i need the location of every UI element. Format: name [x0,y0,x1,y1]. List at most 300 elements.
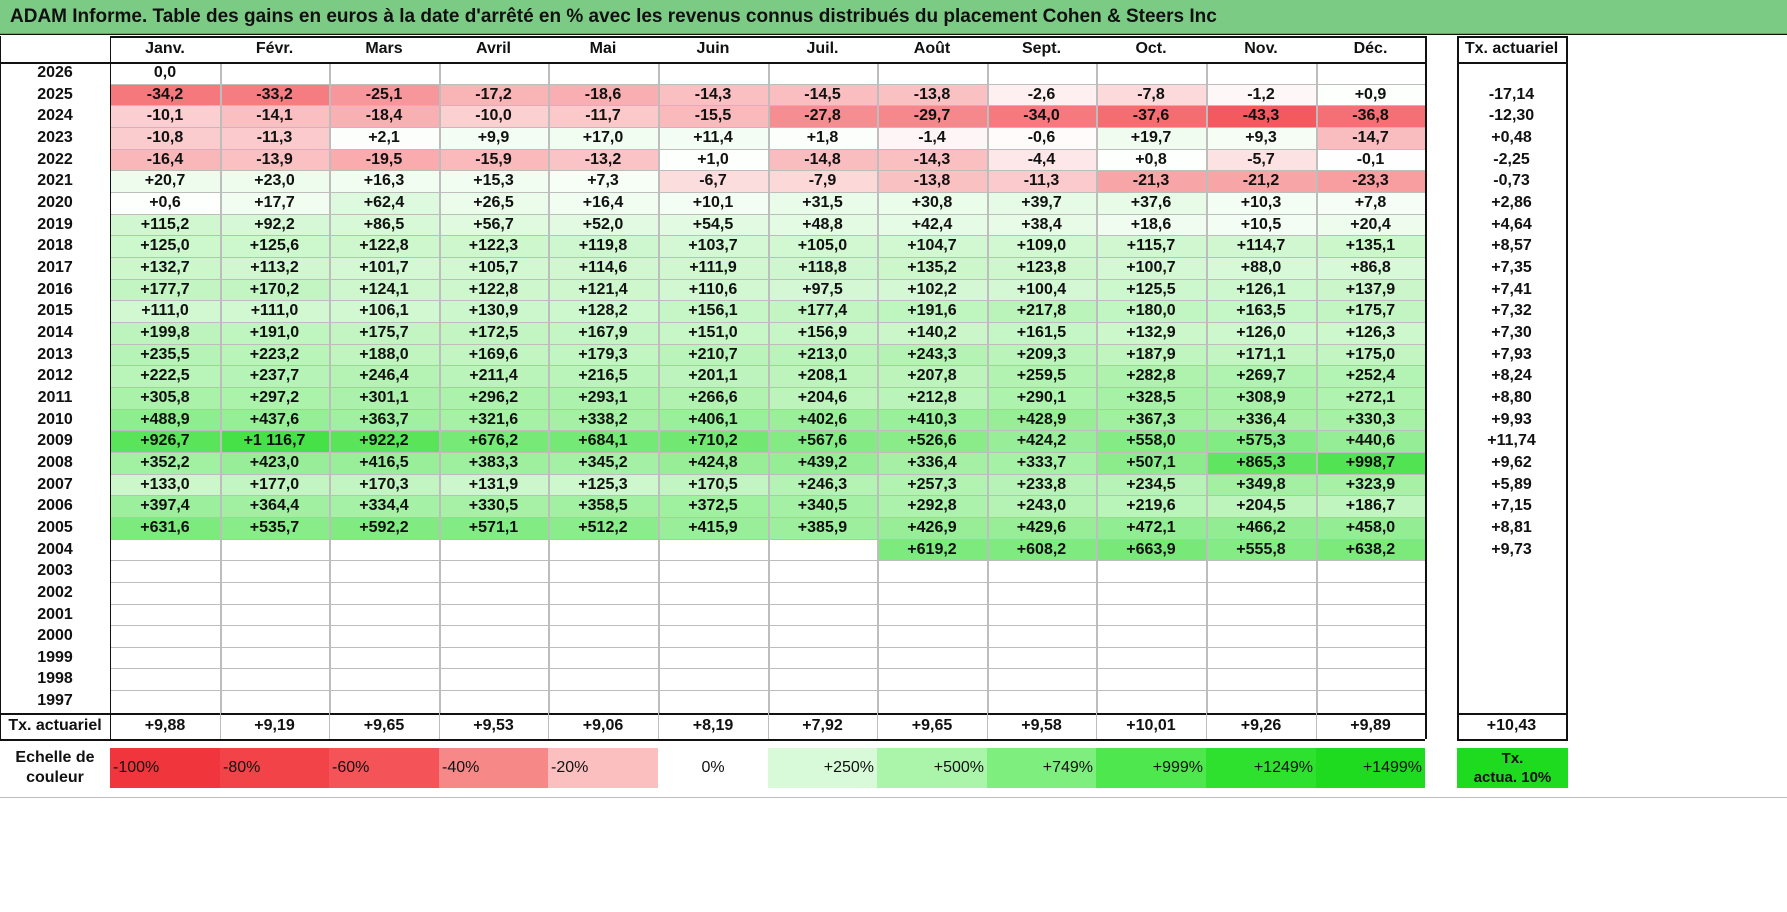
rate-cell [1457,690,1566,712]
table-cell [768,690,877,712]
table-cell [658,604,768,625]
table-cell: +175,7 [329,322,439,344]
rate-cell: +7,30 [1491,324,1532,341]
table-cell: +133,0 [110,474,220,495]
year-label: 2018 [37,237,73,254]
table-cell [548,539,658,560]
grid-line [0,797,1787,798]
table-cell: +62,4 [329,192,439,214]
grid-line [1566,36,1568,739]
table-cell: +592,2 [329,517,439,539]
table-cell: +243,3 [877,344,987,365]
color-scale-swatch: -40% [439,748,548,788]
month-header: Janv. [145,40,185,57]
table-cell [877,647,987,668]
table-cell: +301,1 [329,387,439,409]
table-cell: +663,9 [1096,539,1206,560]
table-cell: +333,7 [987,452,1096,474]
year-label: 2004 [37,540,73,558]
table-cell: +131,9 [439,474,548,495]
table-cell [439,539,548,560]
table-cell: +126,1 [1206,279,1316,300]
year-label: 2008 [37,454,73,471]
rate-cell: +8,57 [1491,237,1532,254]
grid-line [1096,713,1097,739]
grid-line [110,344,1425,345]
grid-line [110,105,1425,106]
table-cell: +402,6 [768,409,877,430]
grid-line [110,647,1425,648]
table-cell [439,690,548,712]
table-cell: +37,6 [1096,192,1206,214]
rate-cell: -12,30 [1488,107,1535,124]
table-cell: +296,2 [439,387,548,409]
table-cell: +631,6 [110,517,220,539]
year-label: 2001 [37,605,73,623]
table-cell [877,668,987,690]
table-cell [1316,647,1425,668]
table-cell [439,668,548,690]
table-cell: +119,8 [548,235,658,257]
table-cell [329,62,439,84]
table-cell: +38,4 [987,214,1096,235]
table-cell: +217,8 [987,300,1096,322]
table-cell [329,604,439,625]
month-header: Juil. [806,40,839,57]
table-cell [1206,582,1316,604]
table-cell: +0,9 [1316,84,1425,105]
table-cell: -7,8 [1096,84,1206,105]
table-cell: -5,7 [1206,149,1316,170]
grid-line [1457,739,1568,741]
table-cell: +204,6 [768,387,877,409]
grid-line [0,62,1425,64]
table-cell [220,647,329,668]
table-cell: +101,7 [329,257,439,279]
table-cell [987,690,1096,712]
table-cell [1096,668,1206,690]
year-label: 2007 [37,475,73,493]
grid-line [1457,36,1459,739]
table-cell: +175,0 [1316,344,1425,365]
footer-rate-cell: +9,88 [144,717,186,734]
table-cell: +426,9 [877,517,987,539]
table-cell: -29,7 [877,105,987,127]
table-cell: +259,5 [987,365,1096,387]
year-label: 2020 [37,194,73,211]
rate-cell [1457,582,1566,604]
table-cell [329,625,439,647]
year-label: 2016 [37,280,73,298]
table-cell [439,604,548,625]
table-cell [877,560,987,582]
table-cell: +186,7 [1316,495,1425,517]
grid-line [110,279,1425,280]
grid-line [110,387,1425,388]
table-cell [548,690,658,712]
table-cell: +122,8 [329,235,439,257]
table-cell: +115,7 [1096,235,1206,257]
table-cell: +15,3 [439,170,548,192]
table-cell: -10,1 [110,105,220,127]
table-cell: +114,7 [1206,235,1316,257]
grid-line [110,257,1425,258]
table-cell: +208,1 [768,365,877,387]
footer-rate-cell: +9,89 [1350,717,1391,734]
grid-line [1457,713,1566,715]
rate-cell: -0,73 [1493,172,1530,189]
month-header: Août [913,40,951,57]
year-label: 2015 [37,302,73,319]
table-cell: +115,2 [110,214,220,235]
table-cell: +472,1 [1096,517,1206,539]
title-bar [0,0,1787,34]
color-scale-swatch: +1249% [1206,748,1316,788]
table-cell: -10,8 [110,127,220,149]
year-label: 2017 [37,259,73,276]
table-cell: +555,8 [1206,539,1316,560]
month-header: Sept. [1021,40,1062,57]
grid-line [110,474,1425,475]
table-cell: +290,1 [987,387,1096,409]
table-cell: -14,7 [1316,127,1425,149]
year-label: 2023 [37,129,73,146]
footer-total-rate: +10,43 [1486,717,1537,734]
table-cell: +177,4 [768,300,877,322]
grid-line [220,713,221,739]
grid-line [110,235,1425,236]
month-header: Févr. [255,40,294,57]
rate-cell: -2,25 [1493,150,1530,168]
color-scale-label [0,744,110,792]
table-cell: +269,7 [1206,365,1316,387]
table-cell: +124,1 [329,279,439,300]
rate-cell: +7,93 [1491,345,1532,363]
table-cell [987,647,1096,668]
table-cell [1316,604,1425,625]
table-cell: +130,9 [439,300,548,322]
table-cell [439,647,548,668]
table-cell [220,625,329,647]
table-cell: +219,6 [1096,495,1206,517]
table-cell: +676,2 [439,430,548,452]
table-cell [439,560,548,582]
table-cell: +105,7 [439,257,548,279]
table-cell: +235,5 [110,344,220,365]
table-cell: +922,2 [329,430,439,452]
table-cell [768,625,877,647]
rate-cell [1457,604,1566,625]
table-cell: +0,8 [1096,149,1206,170]
table-cell: +266,6 [658,387,768,409]
table-cell [658,582,768,604]
grid-line [110,409,1425,410]
grid-line [110,149,1425,150]
table-cell: +305,8 [110,387,220,409]
table-cell [877,582,987,604]
grid-line [110,452,1425,453]
table-cell: -4,4 [987,149,1096,170]
year-label: 2013 [37,345,73,363]
table-cell [768,668,877,690]
table-cell [110,582,220,604]
table-cell: +161,5 [987,322,1096,344]
table-cell: +105,0 [768,235,877,257]
table-cell: +257,3 [877,474,987,495]
table-cell: -0,1 [1316,149,1425,170]
table-cell [110,690,220,712]
table-cell: -6,7 [658,170,768,192]
footer-rate-cell: +9,06 [582,717,624,734]
table-cell: +558,0 [1096,430,1206,452]
table-cell [768,539,877,560]
footer-rate-cell: +7,92 [802,717,843,734]
color-scale-swatch: +749% [987,748,1096,788]
table-cell [1206,647,1316,668]
footer-rate-cell: +10,01 [1126,717,1176,734]
table-cell: +103,7 [658,235,768,257]
table-cell: +10,1 [658,192,768,214]
table-cell [548,604,658,625]
table-cell [548,560,658,582]
grid-line [110,690,1425,691]
color-scale-swatch: -80% [220,748,329,788]
table-cell: +125,6 [220,235,329,257]
rate-cell: +8,24 [1491,367,1532,384]
table-cell: -11,7 [548,105,658,127]
table-cell: +56,7 [439,214,548,235]
table-cell: +172,5 [439,322,548,344]
table-cell: -23,3 [1316,170,1425,192]
grid-line [329,713,330,739]
table-cell: +122,8 [439,279,548,300]
month-header: Mai [589,40,617,57]
table-cell: +512,2 [548,517,658,539]
table-cell: +466,2 [1206,517,1316,539]
grid-line [110,36,1425,38]
table-cell: +575,3 [1206,430,1316,452]
table-cell [1096,625,1206,647]
table-cell: +423,0 [220,452,329,474]
table-cell [1316,668,1425,690]
footer-label: Tx. actuariel [8,717,102,734]
table-cell: -27,8 [768,105,877,127]
table-cell: +128,2 [548,300,658,322]
year-label: 2003 [37,562,73,579]
year-label: 2005 [37,519,73,536]
table-cell: +191,6 [877,300,987,322]
table-cell [658,560,768,582]
grid-line [110,668,1425,669]
table-cell: +424,8 [658,452,768,474]
table-cell: +383,3 [439,452,548,474]
table-cell: +109,0 [987,235,1096,257]
table-cell: +167,9 [548,322,658,344]
table-cell: +125,3 [548,474,658,495]
rate-cell: +7,41 [1491,280,1532,298]
color-scale-swatch: +999% [1096,748,1206,788]
table-cell [329,690,439,712]
table-cell: -7,9 [768,170,877,192]
table-cell: +7,8 [1316,192,1425,214]
table-cell: +363,7 [329,409,439,430]
color-scale-swatch: -20% [548,748,658,788]
table-cell: +20,4 [1316,214,1425,235]
table-cell: +345,2 [548,452,658,474]
table-cell: -36,8 [1316,105,1425,127]
table-cell: +358,5 [548,495,658,517]
table-cell: +9,3 [1206,127,1316,149]
table-cell [1206,690,1316,712]
rate-cell: +7,32 [1491,302,1532,319]
table-cell: +340,5 [768,495,877,517]
table-cell [768,647,877,668]
table-cell: +272,1 [1316,387,1425,409]
grid-line [110,192,1425,193]
table-cell: -17,2 [439,84,548,105]
footer-rate-cell: +9,26 [1240,717,1282,734]
table-cell: +336,4 [877,452,987,474]
table-cell: +132,7 [110,257,220,279]
table-cell: +507,1 [1096,452,1206,474]
table-cell: +191,0 [220,322,329,344]
rate-cell [1457,560,1566,582]
table-cell: +125,5 [1096,279,1206,300]
grid-line [877,713,878,739]
table-cell: +16,3 [329,170,439,192]
table-cell: +213,0 [768,344,877,365]
table-cell: +114,6 [548,257,658,279]
month-header: Déc. [1353,40,1388,57]
table-cell: -15,5 [658,105,768,127]
table-cell: +865,3 [1206,452,1316,474]
table-cell [658,539,768,560]
table-cell: +207,8 [877,365,987,387]
table-cell: +126,0 [1206,322,1316,344]
table-cell: +429,6 [987,517,1096,539]
rate-cell [1457,625,1566,647]
table-cell [110,647,220,668]
table-cell [329,560,439,582]
table-cell [987,582,1096,604]
table-cell [768,604,877,625]
table-cell: +100,4 [987,279,1096,300]
rate-cell: +4,64 [1491,215,1532,233]
grid-line [439,713,440,739]
table-cell [1206,625,1316,647]
table-cell: +321,6 [439,409,548,430]
table-cell: +328,5 [1096,387,1206,409]
table-cell [1096,582,1206,604]
rate-cell [1457,647,1566,668]
table-cell: -14,3 [658,84,768,105]
table-cell: +20,7 [110,170,220,192]
table-cell: +201,1 [658,365,768,387]
table-cell: +10,3 [1206,192,1316,214]
table-cell [1316,690,1425,712]
table-cell: +163,5 [1206,300,1316,322]
rate-cell [1457,62,1566,84]
table-cell [658,690,768,712]
rate-cell [1457,668,1566,690]
table-cell: +125,0 [110,235,220,257]
year-label: 2009 [37,432,73,449]
table-cell: +619,2 [877,539,987,560]
table-cell: -16,4 [110,149,220,170]
table-cell: +567,6 [768,430,877,452]
table-cell [1096,604,1206,625]
rate-cell: +9,93 [1491,410,1532,428]
grid-line [0,713,1425,715]
table-cell: +17,7 [220,192,329,214]
table-cell: +104,7 [877,235,987,257]
table-cell [658,62,768,84]
table-cell: +292,8 [877,495,987,517]
table-cell: +92,2 [220,214,329,235]
grid-line [110,214,1425,215]
table-cell [1206,560,1316,582]
table-cell: +416,5 [329,452,439,474]
table-cell: -13,8 [877,84,987,105]
table-cell [439,582,548,604]
table-cell: +1 116,7 [220,430,329,452]
color-scale-swatch: -100% [110,748,220,788]
table-cell [329,582,439,604]
table-cell: +187,9 [1096,344,1206,365]
table-cell: +39,7 [987,192,1096,214]
footer-rate-cell: +9,58 [1021,717,1062,734]
table-cell: -2,6 [987,84,1096,105]
target-rate-swatch [1457,748,1568,788]
grid-line [1457,62,1566,64]
table-cell [658,625,768,647]
table-cell [548,625,658,647]
table-cell: +106,1 [329,300,439,322]
table-cell: +535,7 [220,517,329,539]
table-cell: +406,1 [658,409,768,430]
month-header: Mars [365,40,403,57]
year-label: 2019 [37,215,73,233]
year-label: 2014 [37,324,73,341]
footer-rate-cell: +9,19 [254,717,295,734]
table-cell: +111,0 [220,300,329,322]
table-cell: +488,9 [110,409,220,430]
table-cell: +323,9 [1316,474,1425,495]
table-cell: +126,3 [1316,322,1425,344]
rate-cell: +8,80 [1491,389,1532,406]
table-cell: +31,5 [768,192,877,214]
table-cell: +428,9 [987,409,1096,430]
table-cell: +926,7 [110,430,220,452]
table-cell [1206,668,1316,690]
table-cell [877,690,987,712]
grid-line [110,300,1425,301]
table-cell: +710,2 [658,430,768,452]
table-cell: -14,3 [877,149,987,170]
color-scale-label-line: Echelle de [15,749,95,766]
table-cell: +169,6 [439,344,548,365]
table-cell: +372,5 [658,495,768,517]
table-cell [1316,625,1425,647]
grid-line [110,582,1425,583]
table-cell: -11,3 [987,170,1096,192]
table-cell [329,539,439,560]
table-cell: -13,9 [220,149,329,170]
table-cell: -37,6 [1096,105,1206,127]
table-cell: -25,1 [329,84,439,105]
table-cell: +440,6 [1316,430,1425,452]
table-cell: +330,5 [439,495,548,517]
